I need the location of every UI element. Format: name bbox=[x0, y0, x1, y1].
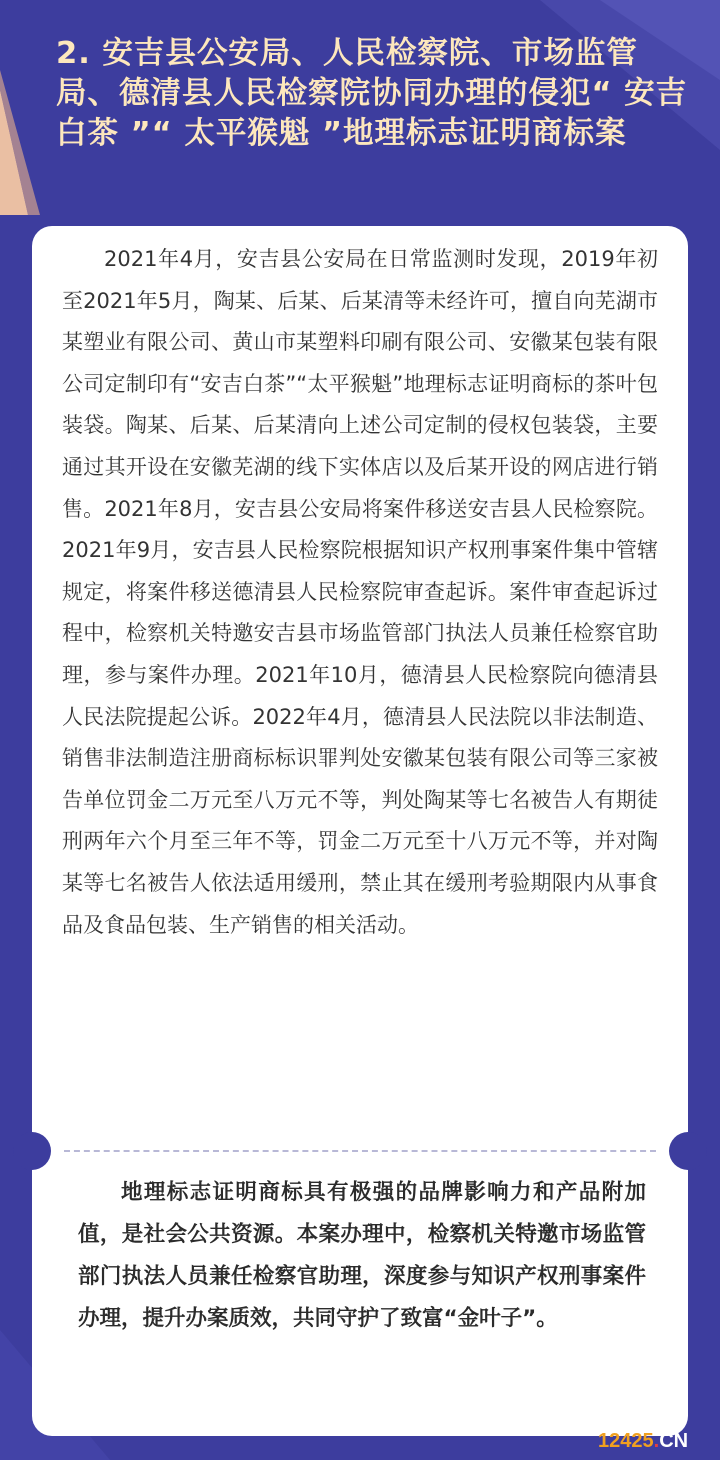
card-notch-right bbox=[669, 1132, 707, 1170]
watermark-dot: . bbox=[653, 1430, 660, 1452]
case-body-paragraph: 2021年4月，安吉县公安局在日常监测时发现，2019年初至2021年5月，陶某、后某、后某清等未经许可，擅自向芜湖市某塑业有限公司、黄山市某塑料印刷有限公司、安徽某包装有限公司定制印有“安吉白茶”“太平猴魁”地理标志证明商标的茶叶包装袋。陶某、后某、后某清向上述公司定制的侵权包装袋，主要通过其开设在安徽芜湖的线下实体店以及后某开设的网店进行销售。2021年8月，安吉县公安局将案件移送安吉县人民检察院。2021年9月，安吉县人民检察院根据知识产权刑事案件集中管辖规定，将案件移送德清县人民检察院审查起诉。案件审查起诉过程中，检察机关特邀安吉县市场监管部门执法人员兼任检察官助理，参与案件办理。2021年10月，德清县人民检察院向德清县人民法院提起公诉。2022年4月，德清县人民法院以非法制造、销售非法制造注册商标标识罪判处安徽某包装有限公司等三家被告单位罚金二万元至八万元不等，判处陶某等七名被告人有期徒刑两年六个月至三年不等，罚金二万元至十八万元不等，并对陶某等七名被告人依法适用缓刑，禁止其在缓刑考验期限内从事食品及食品包装、生产销售的相关活动。 bbox=[62, 247, 658, 937]
card-notch-left bbox=[13, 1132, 51, 1170]
watermark-number: 12425 bbox=[598, 1430, 654, 1452]
dashed-divider bbox=[64, 1150, 656, 1152]
summary-paragraph: 地理标志证明商标具有极强的品牌影响力和产品附加值，是社会公共资源。本案办理中，检察机关特邀市场监管部门执法人员兼任检察官助理，深度参与知识产权刑事案件办理，提升办案质效，共同守护了致富“金叶子”。 bbox=[78, 1180, 646, 1331]
watermark-suffix: CN bbox=[659, 1430, 689, 1452]
page-title: 2. 安吉县公安局、人民检察院、市场监管局、德清县人民检察院协同办理的侵犯“ 安吉白茶 ”“ 太平猴魁 ”地理标志证明商标案 bbox=[56, 36, 688, 151]
site-watermark bbox=[598, 1430, 688, 1453]
